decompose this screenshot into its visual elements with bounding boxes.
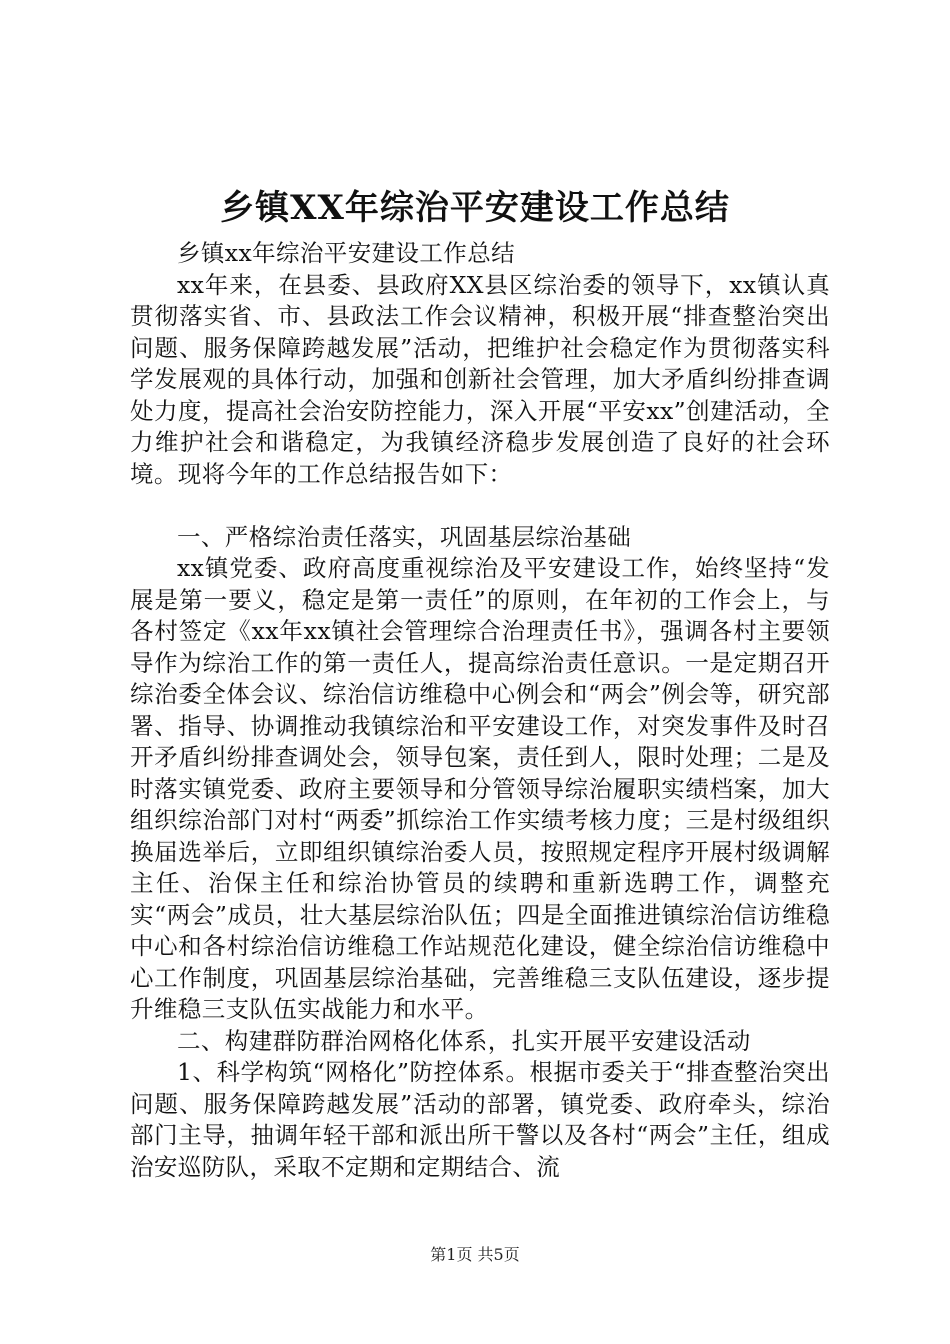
- page-footer: 第1页 共5页: [430, 1245, 520, 1264]
- section-heading-2: 二、构建群防群治网格化体系，扎实开展平安建设活动: [177, 1026, 751, 1055]
- section-1-paragraph: xx镇党委、政府高度重视综治及平安建设工作，始终坚持“发展是第一要义，稳定是第一责任”的原则，在年初的工作会上，与各村签定《xx年xx镇社会管理综合治理责任书》，强调各村主要领导作为综治工作的第一责任人，提高综治责任意识。一是定期召开综治委全体会议、综治信访维稳中心例会和“两会”例会等，研究部署、指导、协调推动我镇综治和平安建设工作，对突发事件及时召开矛盾纠纷排查调处会，领导包案，责任到人，限时处理；二是及时落实镇党委、政府主要领导和分管领导综治履职实绩档案，加大组织综治部门对村“两委”抓综治工作实绩考核力度；三是村级组织换届选举后，立即组织镇综治委人员，按照规定程序开展村级调解主任、治保主任和综治协管员的续聘和重新选聘工作，调整充实“两会”成员，壮大基层综治队伍；四是全面推进镇综治信访维稳中心和各村综治信访维稳工作站规范化建设，健全综治信访维稳中心工作制度，巩固基层综治基础，完善维稳三支队伍建设，逐步提升维稳三支队伍实战能力和水平。: [130, 554, 830, 1023]
- document-title: 乡镇XX年综治平安建设工作总结: [220, 188, 730, 228]
- subtitle-paragraph: 乡镇xx年综治平安建设工作总结: [177, 239, 516, 267]
- intro-paragraph: xx年来，在县委、县政府XX县区综治委的领导下，xx镇认真贯彻落实省、市、县政法工作会议精神，积极开展“排查整治突出问题、服务保障跨越发展”活动，把维护社会稳定作为贯彻落实科学发展观的具体行动，加强和创新社会管理，加大矛盾纠纷排查调处力度，提高社会治安防控能力，深入开展“平安xx”创建活动，全力维护社会和谐稳定，为我镇经济稳步发展创造了良好的社会环境。现将今年的工作总结报告如下：: [130, 270, 830, 488]
- section-2-paragraph: 1、科学构筑“网格化”防控体系。根据市委关于“排查整治突出问题、服务保障跨越发展”活动的部署，镇党委、政府牵头，综治部门主导，抽调年轻干部和派出所干警以及各村“两会”主任，组成治安巡防队，采取不定期和定期结合、流: [130, 1058, 830, 1181]
- document-body: [130, 238, 830, 1183]
- section-heading-1: 一、严格综治责任落实，巩固基层综治基础: [177, 522, 632, 551]
